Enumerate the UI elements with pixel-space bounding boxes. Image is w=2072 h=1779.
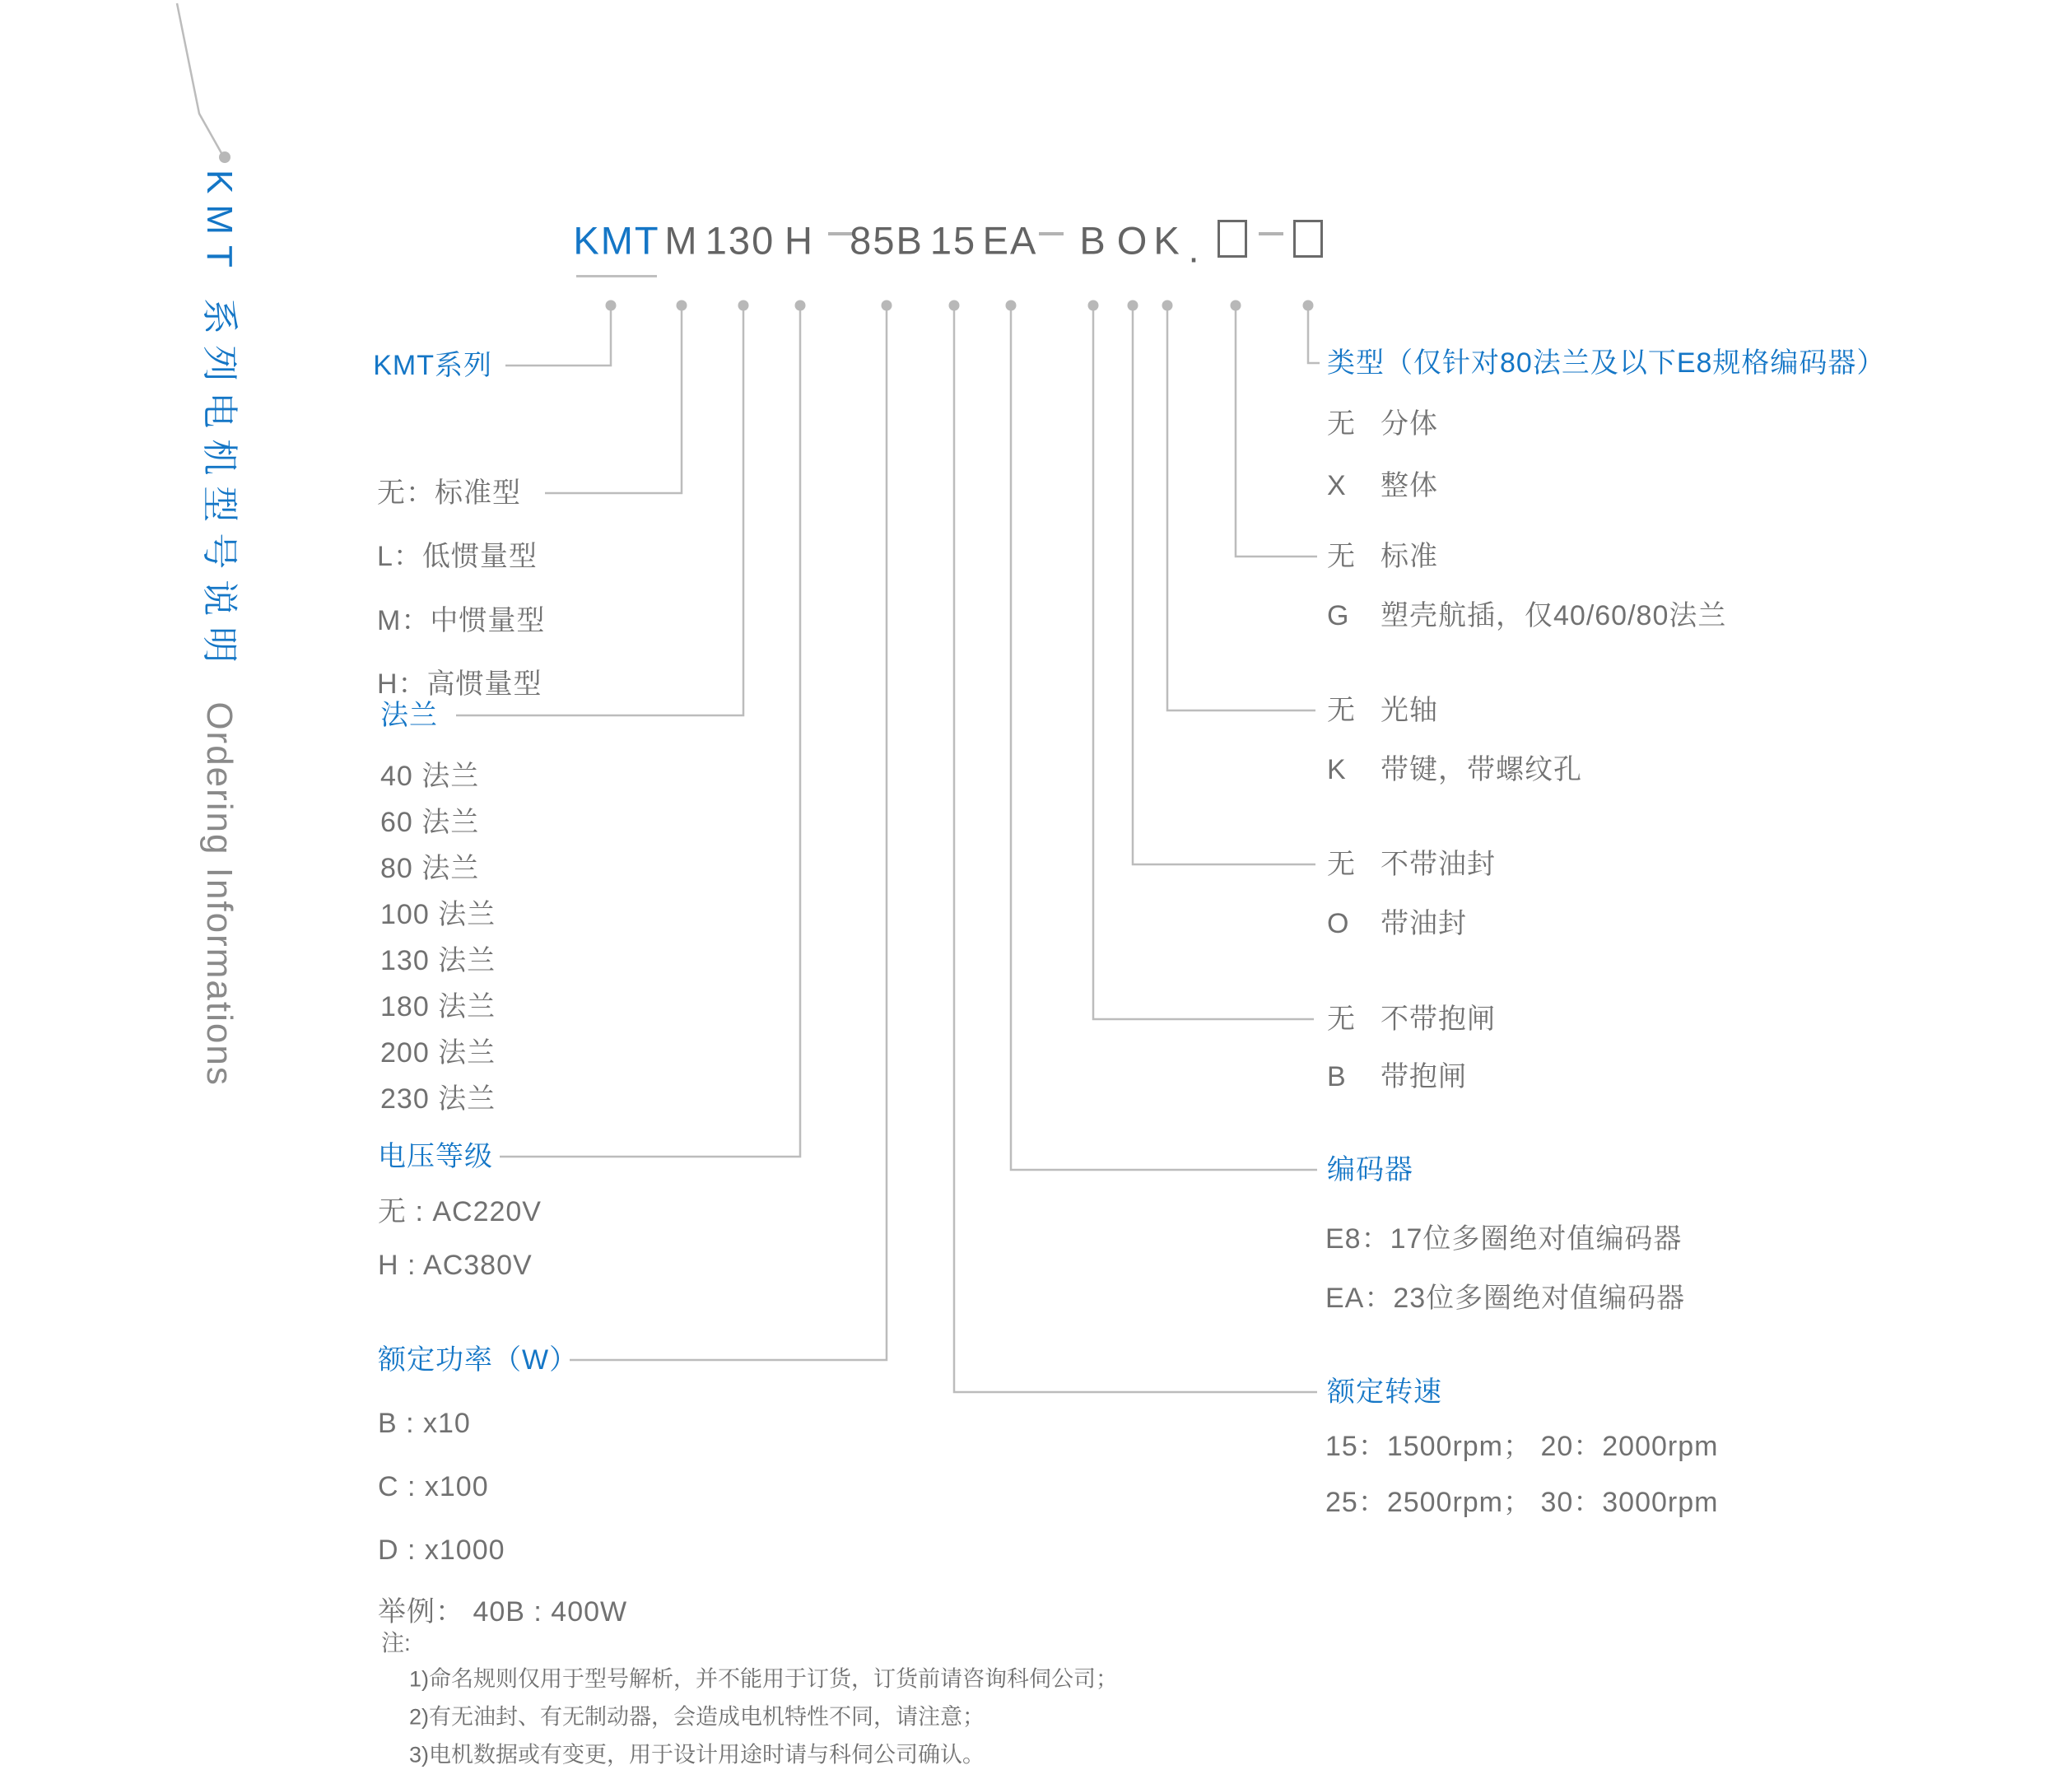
brake-item-desc: 不带抱闸 xyxy=(1381,1004,1496,1035)
model-placeholder-box-2 xyxy=(1293,220,1323,258)
inertia-item: 无：标准型 xyxy=(377,477,521,509)
connector-item-code: G xyxy=(1327,600,1350,631)
connector-item-desc: 塑壳航插，仅40/60/80法兰 xyxy=(1381,600,1727,631)
brake-item xyxy=(1327,1063,1467,1091)
brake-item-desc: 带抱闸 xyxy=(1381,1061,1467,1092)
voltage-item: 无 : AC220V xyxy=(378,1196,542,1227)
speed-heading: 额定转速 xyxy=(1327,1376,1442,1408)
model-segment-power: 85B xyxy=(850,218,924,263)
leader-speed xyxy=(954,305,1317,1392)
flange-item: 230 法兰 xyxy=(380,1083,496,1115)
model-segment-kmt: KMT xyxy=(573,218,660,263)
note-item: 3)电机数据或有变更，用于设计用途时请与科伺公司确认。 xyxy=(409,1742,985,1767)
type-item-desc: 整体 xyxy=(1381,470,1438,501)
leader-series xyxy=(505,305,611,366)
label-kmt-series: KMT系列 xyxy=(373,350,492,381)
flange-item: 40 法兰 xyxy=(380,761,480,792)
model-segment-voltage: H xyxy=(785,218,814,263)
shaft-item-desc: 带键，带螺纹孔 xyxy=(1381,754,1582,785)
leader-brake xyxy=(1093,305,1314,1019)
model-dash-3 xyxy=(1259,232,1283,235)
inertia-item: H：高惯量型 xyxy=(377,668,542,700)
flange-item: 60 法兰 xyxy=(380,807,480,838)
model-placeholder-box-1 xyxy=(1218,220,1247,258)
shaft-item-desc: 光轴 xyxy=(1381,695,1438,726)
encoder-heading: 编码器 xyxy=(1327,1154,1413,1185)
connector-item-code: 无 xyxy=(1327,541,1356,572)
flange-item: 100 法兰 xyxy=(380,899,496,930)
leader-flange xyxy=(456,305,743,715)
model-segment-inertia: M xyxy=(664,218,699,263)
power-heading: 额定功率（W） xyxy=(378,1344,579,1376)
leader-inertia xyxy=(545,305,682,493)
speed-item: 25：2500rpm； 30：3000rpm xyxy=(1325,1487,1719,1518)
power-item: D : x1000 xyxy=(378,1535,505,1566)
type-item xyxy=(1327,410,1438,438)
power-example: 举例： 40B : 400W xyxy=(378,1596,628,1628)
oilseal-item-code: O xyxy=(1327,908,1350,939)
type-item-desc: 分体 xyxy=(1381,408,1438,440)
sidebar-title xyxy=(199,170,240,1087)
note-item: 2)有无油封、有无制动器，会造成电机特性不同，请注意； xyxy=(409,1704,985,1730)
voltage-heading: 电压等级 xyxy=(378,1141,493,1172)
leader-voltage xyxy=(500,305,800,1157)
type-item-code: X xyxy=(1327,470,1347,501)
leader-connector xyxy=(1236,305,1317,557)
flange-item: 200 法兰 xyxy=(380,1037,496,1069)
notes-label: 注: xyxy=(381,1630,411,1656)
oilseal-item xyxy=(1327,850,1496,878)
leader-shaft xyxy=(1167,305,1315,710)
flange-heading: 法兰 xyxy=(380,700,438,731)
type-heading: 类型（仅针对80法兰及以下E8规格编码器） xyxy=(1327,347,1886,379)
leader-encoder xyxy=(1011,305,1317,1170)
model-segment-shaft: K xyxy=(1153,218,1181,263)
model-segment-period: . xyxy=(1188,226,1201,271)
sidebar-title-chinese: KMT 系列电机型号说明 xyxy=(199,170,240,674)
power-item: C : x100 xyxy=(378,1471,489,1502)
shaft-item-code: K xyxy=(1327,754,1347,785)
inertia-item: M：中惯量型 xyxy=(377,605,546,636)
shaft-item xyxy=(1327,756,1582,784)
oilseal-item xyxy=(1327,910,1467,938)
brake-item-code: 无 xyxy=(1327,1004,1356,1035)
flange-item: 80 法兰 xyxy=(380,853,480,884)
brake-item xyxy=(1327,1005,1496,1033)
connector-item-desc: 标准 xyxy=(1381,541,1438,572)
inertia-item: L：低惯量型 xyxy=(377,541,538,572)
model-dash-2 xyxy=(1039,232,1064,235)
type-item xyxy=(1327,472,1438,500)
connector-item xyxy=(1327,602,1726,630)
leader-power xyxy=(570,305,887,1360)
model-segment-speed: 15 xyxy=(929,218,977,263)
speed-item: 15：1500rpm； 20：2000rpm xyxy=(1325,1431,1719,1462)
oilseal-item-desc: 带油封 xyxy=(1381,908,1467,939)
kmt-underline xyxy=(576,275,657,277)
flange-item: 180 法兰 xyxy=(380,991,496,1022)
type-item-code: 无 xyxy=(1327,408,1356,440)
model-segment-encoder: EA xyxy=(982,218,1038,263)
oilseal-item-desc: 不带油封 xyxy=(1381,849,1496,880)
voltage-item: H : AC380V xyxy=(378,1250,533,1281)
shaft-item-code: 无 xyxy=(1327,695,1356,726)
power-item: B : x10 xyxy=(378,1408,471,1439)
brake-item-code: B xyxy=(1327,1061,1347,1092)
shaft-item xyxy=(1327,696,1438,724)
model-segment-brake: B xyxy=(1079,218,1107,263)
connector-item xyxy=(1327,543,1438,570)
decorative-corner-line xyxy=(177,3,221,153)
leader-oilseal xyxy=(1133,305,1315,864)
encoder-item: E8：17位多圈绝对值编码器 xyxy=(1325,1223,1683,1255)
model-segment-flange: 130 xyxy=(705,218,775,263)
oilseal-item-code: 无 xyxy=(1327,849,1356,880)
flange-item: 130 法兰 xyxy=(380,945,496,976)
encoder-item: EA：23位多圈绝对值编码器 xyxy=(1325,1283,1686,1314)
sidebar-title-english: Ordering Informations xyxy=(199,701,240,1087)
model-segment-oilseal: O xyxy=(1116,218,1149,263)
leader-type xyxy=(1308,305,1320,363)
note-item: 1)命名规则仅用于型号解析，并不能用于订货，订货前请咨询科伺公司； xyxy=(409,1666,1119,1692)
